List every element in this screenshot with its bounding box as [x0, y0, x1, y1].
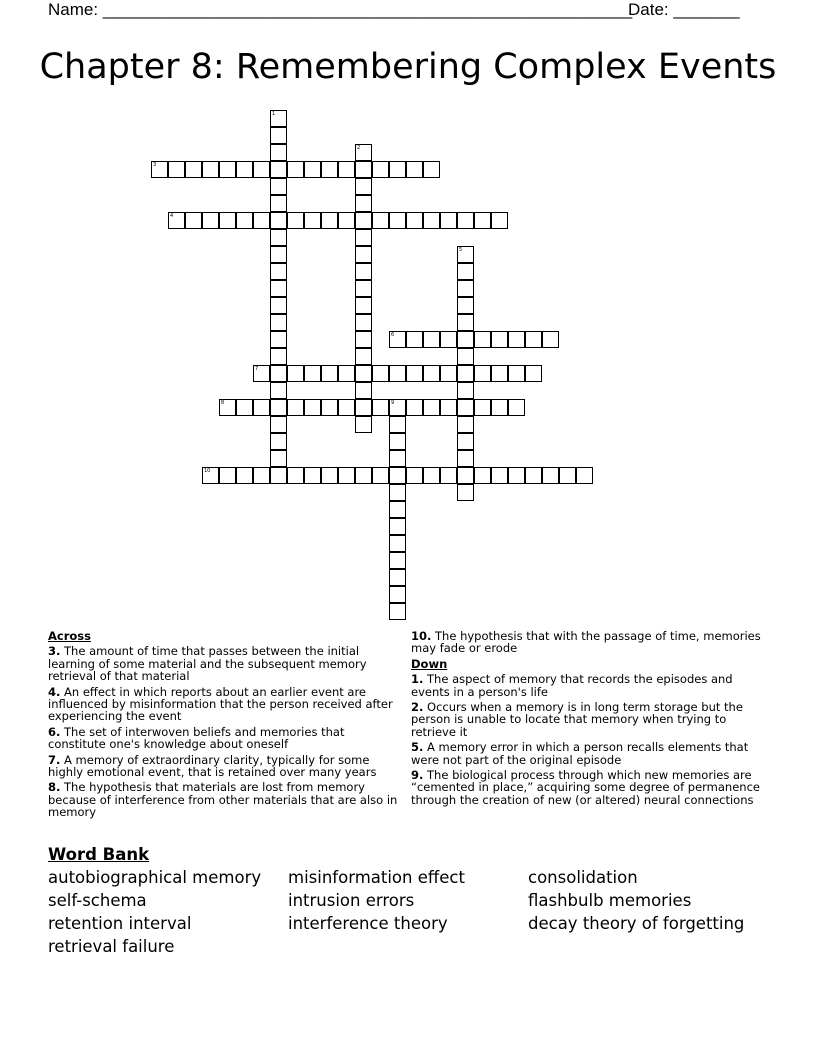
- crossword-cell[interactable]: [270, 382, 287, 399]
- crossword-cell[interactable]: [457, 280, 474, 297]
- crossword-cell[interactable]: [270, 263, 287, 280]
- date-field[interactable]: Date: _______: [628, 0, 740, 19]
- crossword-cell[interactable]: [389, 501, 406, 518]
- crossword-cell[interactable]: [389, 450, 406, 467]
- crossword-cell[interactable]: [219, 161, 236, 178]
- crossword-cell[interactable]: [355, 263, 372, 280]
- crossword-cell[interactable]: [355, 365, 372, 382]
- crossword-cell[interactable]: [457, 297, 474, 314]
- crossword-cell[interactable]: [389, 603, 406, 620]
- clue-text: An effect in which reports about an earlier event are influenced by misinformation that the person received after experiencing the event: [48, 684, 393, 724]
- clue-text: The amount of time that passes between the initial learning of some material and the subsequent memory retrieval of that material: [48, 644, 367, 684]
- crossword-cell[interactable]: [219, 467, 236, 484]
- across-clue-8: [48, 781, 402, 818]
- clue-text: A memory error in which a person recalls elements that were not part of the original episode: [411, 740, 749, 767]
- crossword-cell[interactable]: [508, 399, 525, 416]
- crossword-cell[interactable]: [508, 331, 525, 348]
- clue-text: The biological process through which new memories are “cemented in place,” acquiring some degree of permanence through the creation of new (or altered) neural connections: [411, 768, 760, 807]
- clue-number: 6.: [48, 724, 61, 739]
- crossword-cell[interactable]: [270, 127, 287, 144]
- crossword-cell[interactable]: [491, 365, 508, 382]
- crossword-cell[interactable]: [270, 467, 287, 484]
- clue-text: The set of interwoven beliefs and memories that constitute one's knowledge about oneself: [48, 724, 345, 752]
- crossword-cell[interactable]: [270, 229, 287, 246]
- name-field[interactable]: Name: ________________________________________________________: [48, 0, 633, 19]
- down-clue-1: [411, 673, 771, 698]
- crossword-cell[interactable]: [457, 314, 474, 331]
- crossword-cell[interactable]: [321, 467, 338, 484]
- word-bank-item: interference theory: [288, 914, 448, 933]
- crossword-cell[interactable]: [270, 450, 287, 467]
- crossword-cell[interactable]: [287, 467, 304, 484]
- cell-number: 1: [272, 111, 276, 117]
- crossword-cell[interactable]: [457, 331, 474, 348]
- crossword-cell[interactable]: [389, 484, 406, 501]
- crossword-cell[interactable]: [270, 314, 287, 331]
- word-bank-item: autobiographical memory: [48, 868, 262, 887]
- clues-right-column: [411, 630, 771, 809]
- crossword-cell[interactable]: [474, 399, 491, 416]
- crossword-cell[interactable]: [270, 110, 287, 127]
- down-clue-2: [411, 701, 771, 738]
- page-title: Chapter 8: Remembering Complex Events: [39, 47, 777, 87]
- crossword-cell[interactable]: [270, 399, 287, 416]
- crossword-cell[interactable]: [389, 433, 406, 450]
- crossword-cell[interactable]: [491, 467, 508, 484]
- crossword-cell[interactable]: [270, 178, 287, 195]
- crossword-cell[interactable]: [338, 365, 355, 382]
- crossword-cell[interactable]: [253, 399, 270, 416]
- crossword-cell[interactable]: [321, 399, 338, 416]
- crossword-cell[interactable]: [270, 348, 287, 365]
- crossword-cell[interactable]: [423, 365, 440, 382]
- crossword-cell[interactable]: [321, 365, 338, 382]
- across-clue-6: [48, 726, 402, 751]
- crossword-cell[interactable]: [389, 518, 406, 535]
- cell-number: 5: [459, 247, 463, 253]
- crossword-cell[interactable]: [355, 467, 372, 484]
- crossword-cell[interactable]: [355, 280, 372, 297]
- crossword-cell[interactable]: [525, 331, 542, 348]
- crossword-cell[interactable]: [525, 365, 542, 382]
- crossword-cell[interactable]: [389, 365, 406, 382]
- crossword-cell[interactable]: [270, 297, 287, 314]
- cell-number: 3: [153, 162, 157, 168]
- crossword-cell[interactable]: [355, 314, 372, 331]
- crossword-cell[interactable]: [270, 433, 287, 450]
- crossword-cell[interactable]: [304, 212, 321, 229]
- clue-number: 9.: [411, 768, 424, 783]
- cell-number: 4: [170, 213, 174, 219]
- crossword-cell[interactable]: [304, 399, 321, 416]
- word-bank-item: consolidation: [528, 868, 638, 887]
- crossword-cell[interactable]: [423, 467, 440, 484]
- crossword-cell[interactable]: [389, 416, 406, 433]
- crossword-cell[interactable]: [389, 331, 406, 348]
- word-bank: [48, 867, 788, 958]
- crossword-cell[interactable]: [287, 212, 304, 229]
- clue-number: 3.: [48, 644, 61, 659]
- crossword-cell[interactable]: [372, 399, 389, 416]
- cell-number: 2: [357, 145, 361, 151]
- crossword-cell[interactable]: [508, 467, 525, 484]
- clue-number: 5.: [411, 740, 424, 755]
- crossword-cell[interactable]: [542, 331, 559, 348]
- crossword-cell[interactable]: [457, 382, 474, 399]
- crossword-cell[interactable]: [338, 161, 355, 178]
- crossword-cell[interactable]: [355, 212, 372, 229]
- clue-number: 10.: [411, 629, 432, 643]
- word-bank-title: Word Bank: [48, 845, 150, 864]
- crossword-cell[interactable]: [389, 399, 406, 416]
- crossword-cell[interactable]: [474, 331, 491, 348]
- crossword-cell[interactable]: [338, 212, 355, 229]
- clue-number: 4.: [48, 684, 61, 699]
- crossword-cell[interactable]: [236, 212, 253, 229]
- cell-number: 6: [391, 332, 395, 338]
- cell-number: 9: [391, 400, 395, 406]
- crossword-cell[interactable]: [304, 161, 321, 178]
- crossword-cell[interactable]: [287, 365, 304, 382]
- crossword-cell[interactable]: [270, 212, 287, 229]
- clue-number: 2.: [411, 700, 424, 715]
- crossword-cell[interactable]: [355, 178, 372, 195]
- across-clue-4: [48, 686, 402, 723]
- crossword-cell[interactable]: [559, 467, 576, 484]
- crossword-cell[interactable]: [270, 161, 287, 178]
- clue-text: The aspect of memory that records the episodes and events in a person's life: [411, 672, 733, 699]
- crossword-cell[interactable]: [457, 399, 474, 416]
- cell-number: 10: [204, 468, 211, 474]
- crossword-cell[interactable]: [389, 586, 406, 603]
- crossword-cell[interactable]: [219, 399, 236, 416]
- clue-number: 8.: [48, 780, 61, 795]
- crossword-cell[interactable]: [321, 212, 338, 229]
- word-bank-item: retrieval failure: [48, 937, 175, 956]
- crossword-cell[interactable]: [372, 365, 389, 382]
- clue-number: 1.: [411, 672, 424, 687]
- crossword-cell[interactable]: [372, 161, 389, 178]
- crossword-cell[interactable]: [406, 365, 423, 382]
- crossword-cell[interactable]: [151, 161, 168, 178]
- crossword-cell[interactable]: [406, 212, 423, 229]
- crossword-cell[interactable]: [287, 161, 304, 178]
- crossword-cell[interactable]: [525, 467, 542, 484]
- crossword-cell[interactable]: [457, 433, 474, 450]
- crossword-cell[interactable]: [355, 297, 372, 314]
- crossword-cell[interactable]: [253, 212, 270, 229]
- crossword-cell[interactable]: [457, 246, 474, 263]
- crossword-cell[interactable]: [270, 280, 287, 297]
- crossword-cell[interactable]: [219, 212, 236, 229]
- crossword-cell[interactable]: [423, 399, 440, 416]
- crossword-cell[interactable]: [457, 365, 474, 382]
- crossword-cell[interactable]: [406, 161, 423, 178]
- crossword-cell[interactable]: [338, 467, 355, 484]
- clue-text: Occurs when a memory is in long term storage but the person is unable to locate that memory when trying to retrieve it: [411, 700, 743, 739]
- crossword-cell[interactable]: [304, 467, 321, 484]
- crossword-cell[interactable]: [253, 467, 270, 484]
- crossword-cell[interactable]: [202, 212, 219, 229]
- crossword-cell[interactable]: [440, 399, 457, 416]
- crossword-cell[interactable]: [457, 416, 474, 433]
- crossword-cell[interactable]: [389, 212, 406, 229]
- crossword-cell[interactable]: [236, 399, 253, 416]
- word-bank-item: decay theory of forgetting: [528, 914, 745, 933]
- crossword-cell[interactable]: [202, 467, 219, 484]
- crossword-cell[interactable]: [389, 161, 406, 178]
- word-bank-item: retention interval: [48, 914, 192, 933]
- crossword-cell[interactable]: [270, 365, 287, 382]
- crossword-cell[interactable]: [372, 212, 389, 229]
- crossword-cell[interactable]: [457, 348, 474, 365]
- crossword-cell[interactable]: [457, 467, 474, 484]
- crossword-cell[interactable]: [168, 161, 185, 178]
- across-heading: Across: [48, 629, 91, 643]
- crossword-cell[interactable]: [440, 331, 457, 348]
- crossword-cell[interactable]: [270, 246, 287, 263]
- crossword-cell[interactable]: [304, 365, 321, 382]
- crossword-cell[interactable]: [440, 467, 457, 484]
- crossword-cell[interactable]: [355, 348, 372, 365]
- crossword-cell[interactable]: [202, 161, 219, 178]
- word-bank-item: misinformation effect: [288, 868, 465, 887]
- across-clue-3: [48, 645, 402, 682]
- clue-text: The hypothesis that with the passage of time, memories may fade or erode: [411, 629, 761, 656]
- crossword-cell[interactable]: [355, 416, 372, 433]
- crossword-cell[interactable]: [355, 195, 372, 212]
- crossword-cell[interactable]: [270, 331, 287, 348]
- crossword-cell[interactable]: [423, 161, 440, 178]
- crossword-cell[interactable]: [474, 365, 491, 382]
- crossword-cell[interactable]: [389, 467, 406, 484]
- crossword-cell[interactable]: [253, 365, 270, 382]
- crossword-cell[interactable]: [372, 467, 389, 484]
- crossword-cell[interactable]: [406, 399, 423, 416]
- crossword-cell[interactable]: [287, 399, 304, 416]
- crossword-cell[interactable]: [440, 365, 457, 382]
- clue-text: A memory of extraordinary clarity, typically for some highly emotional event, that is retained over many years: [48, 752, 377, 780]
- crossword-cell[interactable]: [338, 399, 355, 416]
- crossword-cell[interactable]: [253, 161, 270, 178]
- crossword-cell[interactable]: [355, 382, 372, 399]
- crossword-cell[interactable]: [508, 365, 525, 382]
- cell-number: 8: [221, 400, 225, 406]
- crossword-cell[interactable]: [270, 144, 287, 161]
- across-clue-7: [48, 754, 402, 779]
- crossword-cell[interactable]: [168, 212, 185, 229]
- crossword-cell[interactable]: [423, 212, 440, 229]
- crossword-cell[interactable]: [236, 161, 253, 178]
- crossword-cell[interactable]: [440, 212, 457, 229]
- crossword-cell[interactable]: [355, 246, 372, 263]
- crossword-cell[interactable]: [389, 535, 406, 552]
- crossword-cell[interactable]: [491, 331, 508, 348]
- crossword-cell[interactable]: [457, 484, 474, 501]
- crossword-cell[interactable]: [355, 144, 372, 161]
- across-clue-10: [411, 630, 771, 655]
- crossword-cell[interactable]: [406, 331, 423, 348]
- crossword-cell[interactable]: [491, 399, 508, 416]
- word-bank-item: self-schema: [48, 891, 147, 910]
- crossword-cell[interactable]: [185, 212, 202, 229]
- crossword-cell[interactable]: [576, 467, 593, 484]
- crossword-cell[interactable]: [542, 467, 559, 484]
- cell-number: 7: [255, 366, 259, 372]
- crossword-cell[interactable]: [457, 263, 474, 280]
- crossword-cell[interactable]: [406, 467, 423, 484]
- crossword-cell[interactable]: [389, 552, 406, 569]
- crossword-cell[interactable]: [491, 212, 508, 229]
- crossword-cell[interactable]: [457, 450, 474, 467]
- crossword-cell[interactable]: [270, 195, 287, 212]
- crossword-cell[interactable]: [474, 212, 491, 229]
- crossword-cell[interactable]: [389, 569, 406, 586]
- word-bank-item: flashbulb memories: [528, 891, 692, 910]
- down-clue-5: [411, 741, 771, 766]
- crossword-cell[interactable]: [355, 331, 372, 348]
- crossword-cell[interactable]: [236, 467, 253, 484]
- clue-text: The hypothesis that materials are lost from memory because of interference from other materials that are also in memory: [48, 780, 398, 820]
- crossword-cell[interactable]: [185, 161, 202, 178]
- down-heading: Down: [411, 656, 448, 671]
- clue-number: 7.: [48, 752, 61, 767]
- crossword-cell[interactable]: [474, 467, 491, 484]
- crossword-cell[interactable]: [321, 161, 338, 178]
- crossword-cell[interactable]: [355, 399, 372, 416]
- crossword-cell[interactable]: [355, 229, 372, 246]
- crossword-cell[interactable]: [355, 161, 372, 178]
- crossword-cell[interactable]: [457, 212, 474, 229]
- word-bank-item: intrusion errors: [288, 891, 415, 910]
- clues-left-column: [48, 630, 402, 822]
- crossword-cell[interactable]: [270, 416, 287, 433]
- down-clue-9: [411, 769, 771, 806]
- crossword-cell[interactable]: [423, 331, 440, 348]
